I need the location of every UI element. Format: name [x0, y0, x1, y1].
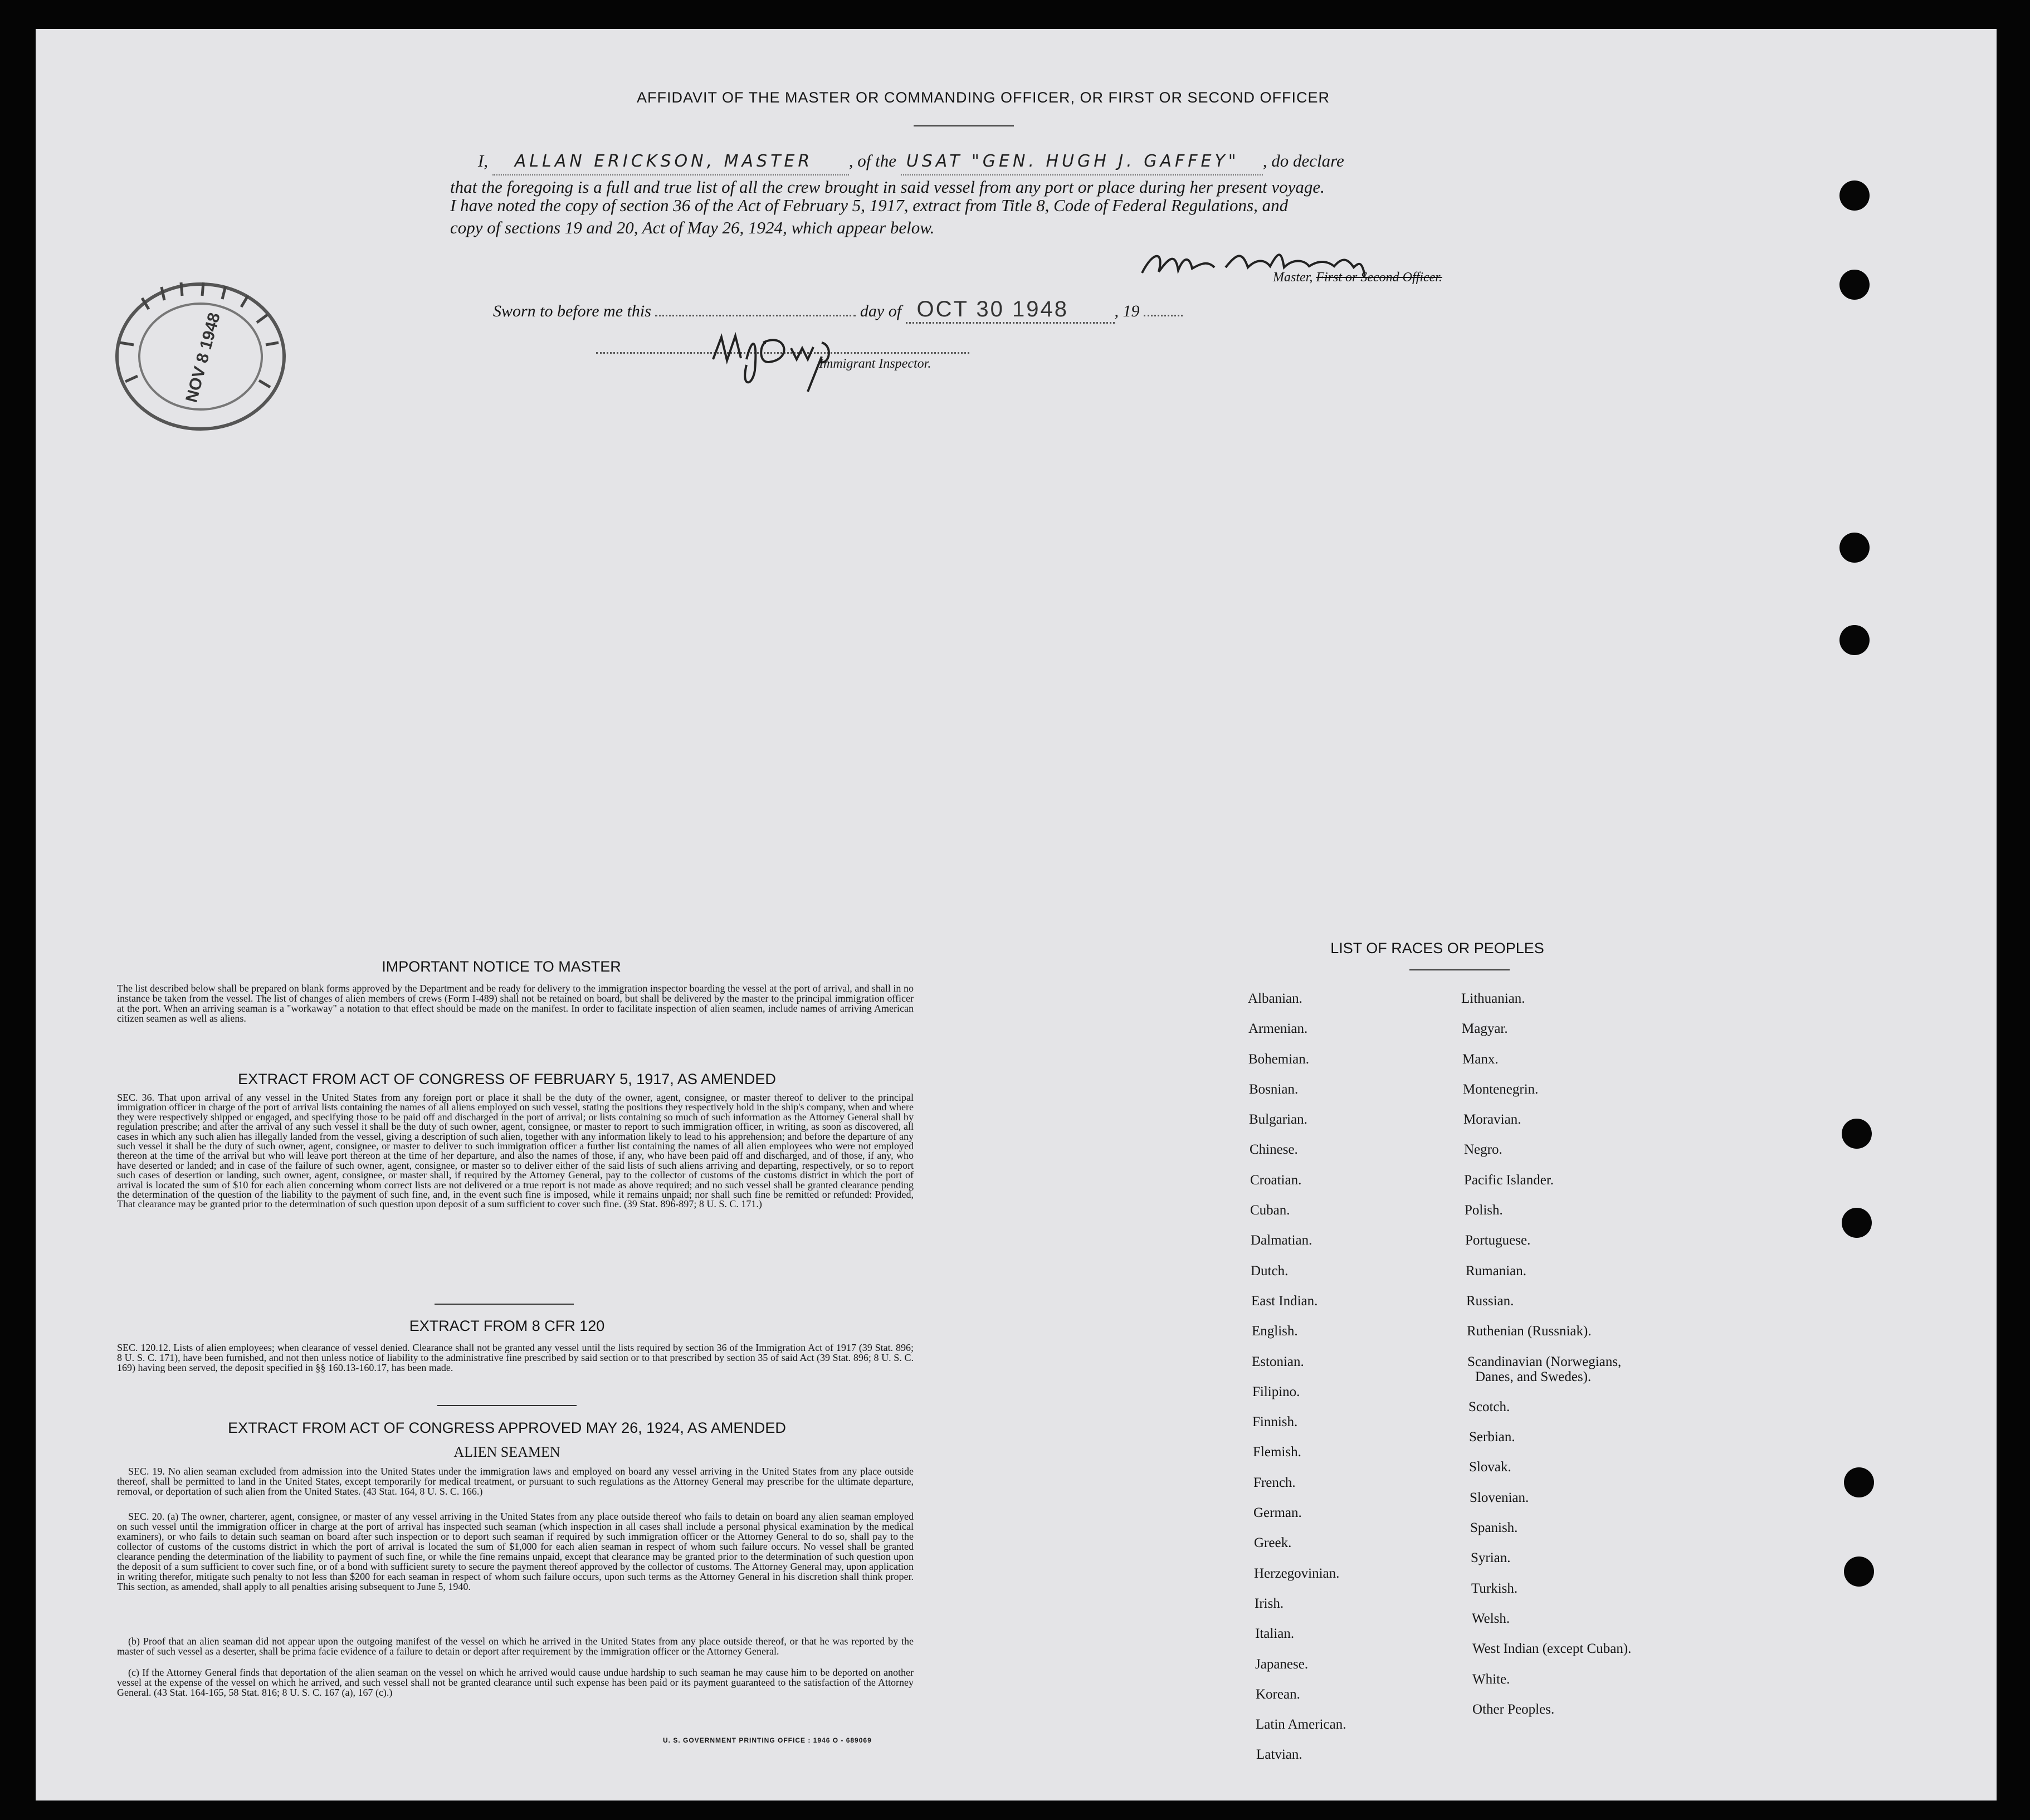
extract-cfr-body: SEC. 120.12. Lists of alien employees; when clearance of vessel denied. Clearance shall not be granted any vessel until the lists required by section 36 of the Immigration Act of 1917 (39 Stat. 896; 8 U. S. C. 171), have been furnished, and not then unless notice of liability to the administrative fine prescribed by said section or to that prescribed by section 35 of said Act (39 Stat. 896; 8 U. S. C. 169) having been served, the deposit specified in §§ 160.13-160.17, has been made. [117, 1342, 914, 1373]
affidavit-line-2: that the foregoing is a full and true list of all the crew brought in said vessel from any port or place during her present voyage. [450, 177, 1325, 197]
alien-seamen-subtitle: ALIEN SEAMEN [453, 1444, 560, 1460]
extract-1924-sec20c: (c) If the Attorney General finds that deportation of the alien seaman on the vessel on which he arrived would cause undue hardship to such seaman he may cause him to be deported on another vessel at the expense of the vessel on which he arrived, and such vessel shall not be granted clearance until such expense has been paid or its payment guaranteed to the satisfaction of the Attorney General. (43 Stat. 164-165, 58 Stat. 816; 8 U. S. C. 167 (a), 167 (c).) [117, 1667, 914, 1698]
sworn-date-stamp: OCT 30 1948 [906, 297, 1115, 324]
race-item: Estonian. [1252, 1354, 1304, 1369]
notice-title: IMPORTANT NOTICE TO MASTER [382, 958, 621, 975]
race-item: Spanish. [1470, 1520, 1518, 1536]
punch-hole [1839, 533, 1870, 563]
punch-hole [1839, 625, 1870, 655]
race-item: Polish. [1465, 1203, 1503, 1218]
race-item: Manx. [1462, 1051, 1499, 1067]
punch-hole [1842, 1208, 1872, 1238]
race-item: West Indian (except Cuban). [1472, 1641, 1632, 1657]
race-item: Welsh. [1472, 1611, 1510, 1626]
inspector-title: Immigrant Inspector. [819, 357, 931, 371]
race-item: Moravian. [1463, 1112, 1521, 1128]
affidavit-do-declare: , do declare [1262, 151, 1344, 170]
extract-cfr-title: EXTRACT FROM 8 CFR 120 [409, 1318, 605, 1334]
punch-hole [1839, 270, 1870, 300]
extract-1917-body: SEC. 36. That upon arrival of any vessel in the United States from any foreign port or place it shall be the duty of the owner, agent, consignee, or master thereof to deliver to the principal immigration officer in charge of the port of arrival lists containing the names of all aliens employed on such vessel, stating the positions they respectively hold in the ship's company, when and where they were respectively shipped or engaged, and specifying those to be paid off and discharged in the port of arrival; or lists containing so much of such information as the Attorney General shall by regulation prescribe; and after the arrival of any such vessel it shall be the duty of such owner, agent, consignee, or master to report to such immigration officer, in writing, as soon as discovered, all cases in which any such alien has illegally landed from the vessel, giving a description of such alien, together with any information likely to lead to his apprehension; and before the departure of any such vessel it shall be the duty of such owner, agent, consignee, or master to deliver to such immigration officer a further list containing the names of all alien employees who were not employed thereon at the time of the arrival but who will leave port thereon at the time of her departure, and also the names of those, if any, who have been paid off and discharged, and of those, if any, who have deserted or landed; and in case of the failure of such owner, agent, consignee, or master so to deliver either of the said lists of such aliens arriving and departing, respectively, or so to report such cases of desertion or landing, such owner, agent, consignee, or master shall, if required by the Attorney General, pay to the collector of customs of the customs district in which the port of arrival is located the sum of $10 for each alien concerning whom correct lists are not delivered or a true report is not made as above required; and no such vessel shall be granted clearance pending the determination of the question of the liability to the payment of such fine, and, in the event such fine is imposed, while it remains unpaid; nor shall such fine be remitted or refunded: Provided, That clearance may be granted prior to the determination of such question upon deposit of a sum sufficient to cover such fine. (39 Stat. 896-897; 8 U. S. C. 171.) [117, 1092, 914, 1210]
races-right-column [1461, 990, 1631, 1731]
race-item: Serbian. [1469, 1429, 1515, 1445]
race-item: English. [1252, 1324, 1298, 1339]
race-item: Bosnian. [1249, 1081, 1299, 1097]
race-item: Magyar. [1462, 1021, 1508, 1037]
master-label: Master, [1273, 270, 1313, 285]
stamp-date: NOV 8 1948 [182, 310, 224, 404]
race-item: Armenian. [1248, 1021, 1308, 1037]
race-item: Korean. [1256, 1686, 1300, 1702]
race-item: Italian. [1255, 1626, 1295, 1642]
race-item: Greek. [1254, 1535, 1292, 1551]
race-item: Slovak. [1469, 1460, 1511, 1475]
affidavit-line-3: I have noted the copy of section 36 of the Act of February 5, 1917, extract from Title 8, Code of Federal Regulations, and [450, 196, 1289, 215]
struck-officer-label: First or Second Officer. [1316, 270, 1442, 285]
punch-hole [1844, 1467, 1874, 1497]
affidavit-line-4: copy of sections 19 and 20, Act of May 26, 1924, which appear below. [450, 218, 935, 237]
race-item: Syrian. [1471, 1550, 1511, 1566]
divider [435, 1304, 574, 1305]
race-item: Slovenian. [1470, 1490, 1529, 1505]
race-item: Irish. [1255, 1595, 1284, 1611]
race-item: Cuban. [1250, 1203, 1290, 1218]
race-item: Dutch. [1251, 1263, 1289, 1279]
race-item: Scotch. [1468, 1399, 1510, 1414]
affidavit-prefix: I, [477, 151, 488, 170]
race-item: Chinese. [1250, 1142, 1298, 1158]
race-item: Latvian. [1256, 1747, 1302, 1763]
race-item: Other Peoples. [1472, 1701, 1555, 1717]
master-name: ALLAN ERICKSON, MASTER [492, 148, 849, 175]
extract-1924-sec19: SEC. 19. No alien seaman excluded from admission into the United States under the immigration laws and employed on board any vessel arriving in the United States from any place outside thereof, shall be permitted to land in the United States, except temporarily for medical treatment, or pursuant to such regulations as the Attorney General may prescribe for the ultimate departure, removal, or deportation of such alien from the United States. (43 Stat. 164, 8 U. S. C. 166.) [117, 1466, 914, 1497]
races-left-column [1248, 990, 1346, 1777]
notice-body: The list described below shall be prepared on blank forms approved by the Department and be ready for delivery to the immigration inspector boarding the vessel at the port of arrival, and shall in no instance be taken from the vessel. The list of changes of alien members of crews (Form I-489) shall not be retained on board, but shall be delivered by the master to the principal immigration officer at the port. When an arriving seaman is a "workaway" a notation to that effect should be made on the manifest. In order to facilitate inspection of alien seamen, include names of arriving American citizen seamen as well as aliens. [117, 983, 914, 1024]
race-item: Japanese. [1255, 1656, 1309, 1672]
race-item: Pacific Islander. [1464, 1172, 1554, 1188]
vessel-name: USAT "GEN. HUGH J. GAFFEY" [901, 148, 1263, 175]
race-item: Herzegovinian. [1254, 1565, 1340, 1581]
affidavit-line-1 [450, 148, 1497, 175]
race-item: French. [1253, 1475, 1296, 1490]
affidavit-title: AFFIDAVIT OF THE MASTER OR COMMANDING OFFICER, OR FIRST OR SECOND OFFICER [636, 89, 1330, 106]
race-item: Negro. [1464, 1142, 1502, 1158]
race-item: White. [1472, 1671, 1510, 1687]
punch-hole [1839, 180, 1870, 211]
sworn-label: Sworn to before me this [493, 302, 651, 320]
race-item: German. [1253, 1505, 1302, 1521]
divider [437, 1405, 577, 1406]
printing-office-imprint: U. S. GOVERNMENT PRINTING OFFICE : 1946 O - 689069 [663, 1736, 872, 1744]
race-item: Bohemian. [1248, 1051, 1310, 1067]
race-item: Flemish. [1253, 1445, 1301, 1460]
race-item: Finnish. [1252, 1414, 1298, 1430]
arrival-stamp [109, 276, 292, 437]
punch-hole [1842, 1119, 1872, 1149]
race-item: Scandinavian (Norwegians, [1467, 1354, 1622, 1369]
races-title: LIST OF RACES OR PEOPLES [1330, 940, 1544, 957]
race-item: Turkish. [1471, 1580, 1518, 1596]
race-item: Latin American. [1256, 1717, 1346, 1733]
affidavit-of-the: , of the [848, 151, 896, 170]
race-item: Bulgarian. [1249, 1112, 1307, 1128]
race-item: Ruthenian (Russniak). [1467, 1324, 1592, 1339]
race-item: Filipino. [1252, 1384, 1300, 1399]
race-item: Danes, and Swedes). [1475, 1369, 1592, 1384]
sworn-line [493, 297, 1183, 324]
divider [1409, 969, 1510, 970]
race-item: Portuguese. [1465, 1233, 1531, 1248]
punch-hole [1844, 1556, 1874, 1587]
extract-1924-sec20a: SEC. 20. (a) The owner, charterer, agent, consignee, or master of any vessel arriving in the United States from any place outside thereof who fails to detain on board any alien seaman employed on such vessel until the immigration officer in charge at the port of arrival has inspected such seaman (which inspection in all cases shall include a personal physical examination by the medical examiners), or who fails to detain such seaman on board after such inspection or to deport such seaman if required by such immigration officer or the Attorney General to do so, shall pay to the collector of customs of the customs district in which the port of arrival is located the sum of $1,000 for each alien seaman in respect of whom such failure occurs. No vessel shall be granted clearance pending the determination of the liability to payment of such fine, or while the fine remains unpaid, except that clearance may be granted prior to the determination of such question upon the deposit of a sum sufficient to cover such fine, or of a bond with sufficient surety to secure the payment thereof approved by the collector of customs. The Attorney General may, upon application in writing therefor, mitigate such penalty to not less than $200 for each seaman in respect of whom such failure occurs, upon such terms as the Attorney General in his discretion shall think proper. This section, as amended, shall apply to all penalties arising subsequent to June 5, 1940. [117, 1511, 914, 1592]
master-title [1273, 270, 1442, 285]
race-item: Rumanian. [1466, 1263, 1527, 1279]
extract-1924-title: EXTRACT FROM ACT OF CONGRESS APPROVED MAY 26, 1924, AS AMENDED [228, 1419, 786, 1436]
race-item: East Indian. [1251, 1293, 1318, 1309]
race-item: Lithuanian. [1461, 991, 1525, 1006]
race-item: Croatian. [1250, 1172, 1302, 1188]
race-item: Albanian. [1248, 991, 1302, 1006]
divider [914, 125, 1014, 126]
extract-1917-title: EXTRACT FROM ACT OF CONGRESS OF FEBRUARY 5, 1917, AS AMENDED [238, 1071, 776, 1087]
extract-1924-sec20b: (b) Proof that an alien seaman did not appear upon the outgoing manifest of the vessel on which he arrived in the United States from any place outside thereof, or that he was reported by the master of such vessel as a deserter, shall be prima facie evidence of a failure to detain or deport after requirement by the immigration officer or the Attorney General. [117, 1636, 914, 1657]
year-label: , 19 [1114, 302, 1140, 320]
day-of-label: day of [860, 302, 902, 320]
race-item: Russian. [1466, 1293, 1514, 1309]
race-item: Montenegrin. [1463, 1081, 1539, 1097]
race-item: Dalmatian. [1251, 1233, 1312, 1248]
